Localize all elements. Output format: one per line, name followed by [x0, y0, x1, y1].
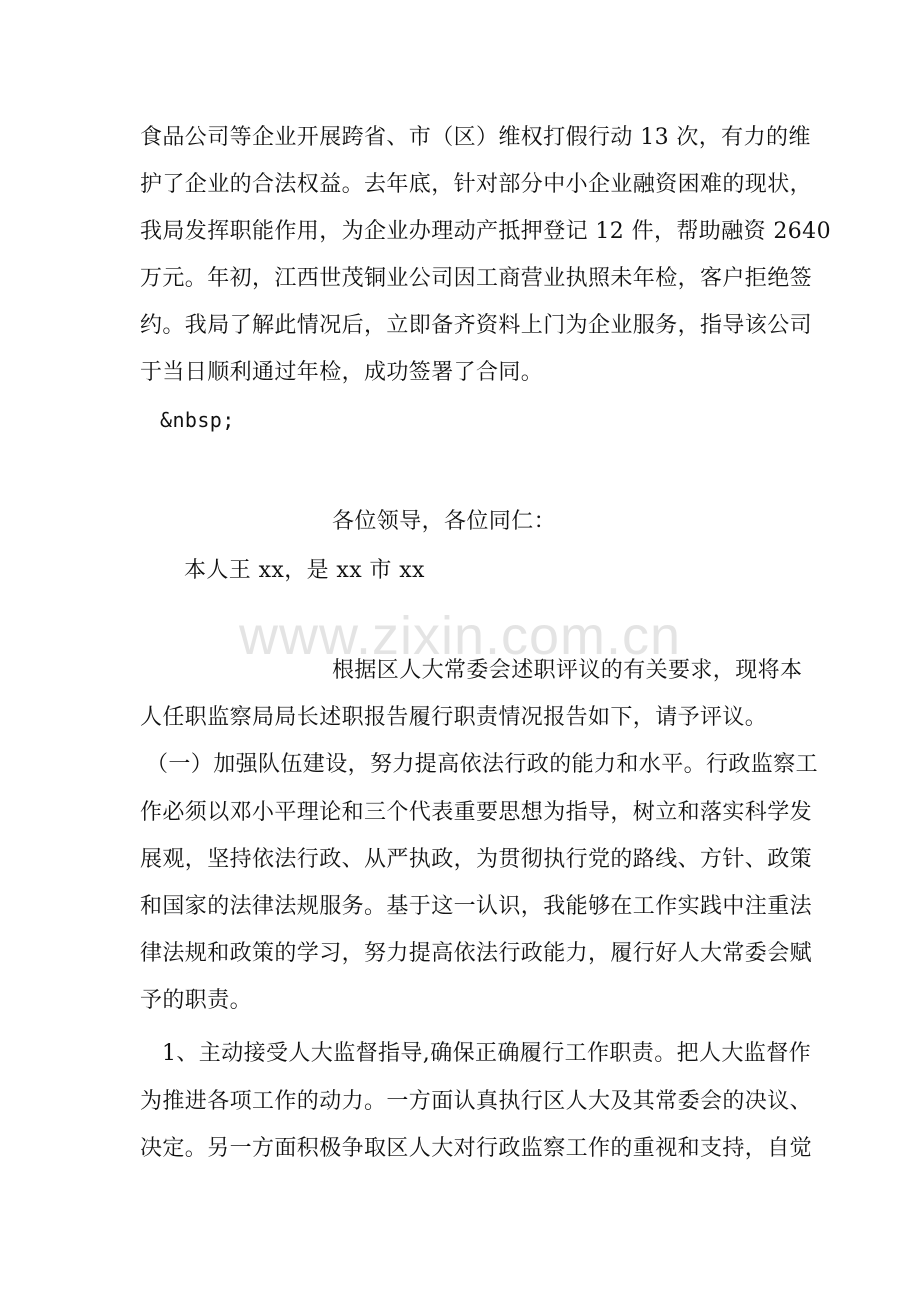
paragraph-1-line-5: 约。我局了解此情况后，立即备齐资料上门为企业服务，指导该公司: [140, 313, 813, 338]
paragraph-2-line-1: 根据区人大常委会述职评议的有关要求，现将本: [332, 658, 803, 683]
paragraph-2-line-2: 人任职监察局局长述职报告履行职责情况报告如下，请予评议。: [140, 705, 768, 730]
paragraph-1-line-2: 护了企业的合法权益。去年底，针对部分中小企业融资困难的现状，: [140, 172, 813, 197]
paragraph-3-line-6: 予的职责。: [140, 988, 253, 1013]
paragraph-1-line-3: 我局发挥职能作用，为企业办理动产抵押登记 12 件，帮助融资 2640: [140, 219, 831, 244]
greeting: 各位领导，各位同仁：: [332, 509, 557, 534]
watermark: www.zixin.com.cn: [238, 606, 682, 666]
paragraph-4-line-2: 为推进各项工作的动力。一方面认真执行区人大及其常委会的决议、: [140, 1089, 813, 1114]
paragraph-1-line-4: 万元。年初，江西世茂铜业公司因工商营业执照未年检，客户拒绝签: [140, 266, 813, 291]
paragraph-3-line-3: 展观，坚持依法行政、从严执政，为贯彻执行党的路线、方针、政策: [140, 847, 813, 872]
paragraph-4-line-3: 决定。另一方面积极争取区人大对行政监察工作的重视和支持，自觉: [140, 1136, 813, 1161]
nbsp-literal-text: &nbsp;: [160, 408, 235, 432]
paragraph-3-line-5: 律法规和政策的学习，努力提高依法行政能力，履行好人大常委会赋: [140, 941, 813, 966]
intro-line: 本人王 xx，是 xx 市 xx: [184, 558, 425, 583]
paragraph-3-line-1: （一）加强队伍建设，努力提高依法行政的能力和水平。行政监察工: [146, 752, 819, 777]
paragraph-3-line-2: 作必须以邓小平理论和三个代表重要思想为指导，树立和落实科学发: [140, 800, 813, 825]
paragraph-3-line-4: 和国家的法律法规服务。基于这一认识，我能够在工作实践中注重法: [140, 894, 813, 919]
paragraph-1-line-6: 于当日顺利通过年检，成功签署了合同。: [140, 360, 544, 385]
paragraph-4-line-1: 1、主动接受人大监督指导,确保正确履行工作职责。把人大监督作: [162, 1041, 811, 1066]
paragraph-1-line-1: 食品公司等企业开展跨省、市（区）维权打假行动 13 次，有力的维: [140, 125, 811, 150]
